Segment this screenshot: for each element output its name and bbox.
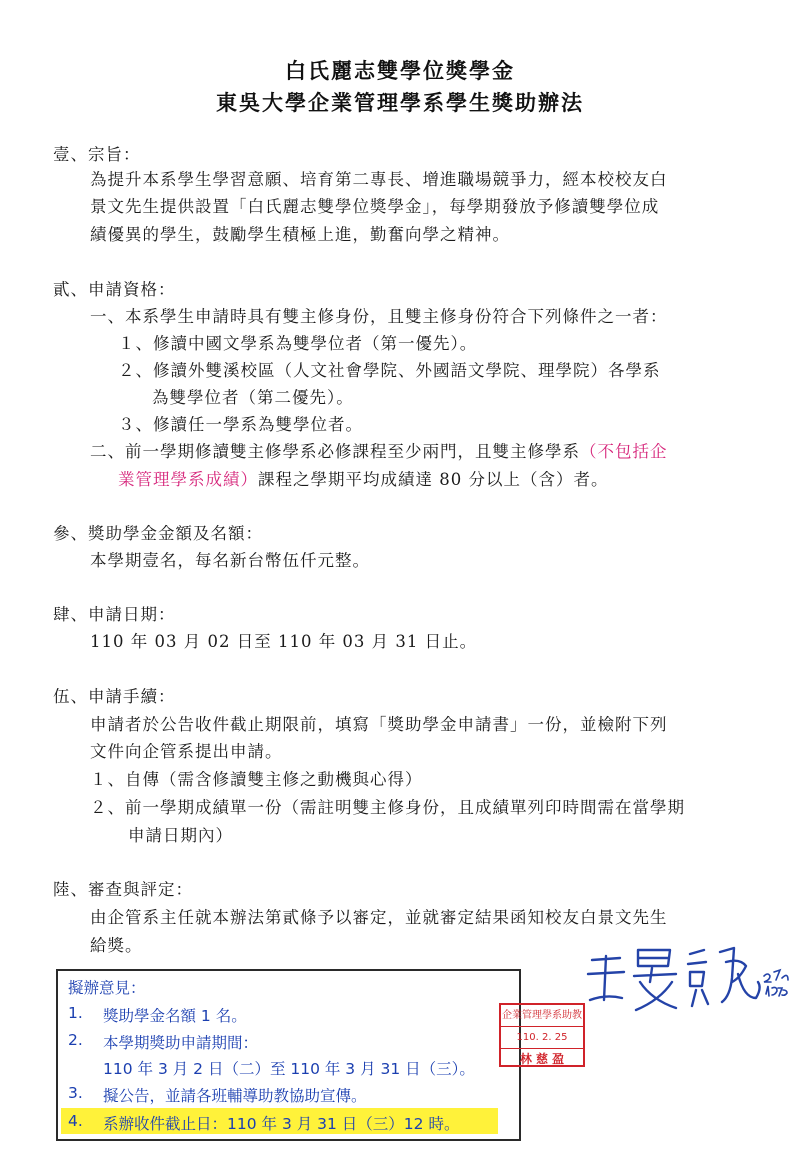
section-3-text: 本學期壹名，每名新台幣伍仟元整。 [90,551,370,570]
section-2-item: 一、本系學生申請時具有雙主修身份，且雙主修身份符合下列條件之一者： [90,307,668,326]
proposal-heading: 擬辦意見： [68,979,146,997]
section-1-text: 為提升本系學生學習意願、培育第二專長、增進職場競爭力，經本校校友白 [90,170,668,189]
section-5-heading: 伍、申請手續： [53,687,176,706]
highlight-text: （不包括企 [580,442,668,461]
section-1-text: 景文先生提供設置「白氏麗志雙學位獎學金」，每學期發放予修讀雙學位成 [90,197,660,216]
section-2-item-text: 課程之學期平均成績達 80 分以上（含）者。 [258,470,609,489]
section-6-text: 給獎。 [90,936,143,955]
proposal-number: 2. [68,1031,83,1049]
section-4-text: 110 年 03 月 02 日至 110 年 03 月 31 日止。 [90,632,478,651]
section-2-item-cont [118,466,609,490]
section-5-item: １、自傳（需含修讀雙主修之動機與心得） [90,770,423,789]
section-4-heading: 肆、申請日期： [53,605,176,624]
stamp-date: 110. 2. 25 [501,1027,583,1049]
section-2-item-text: 二、前一學期修讀雙主修學系必修課程至少兩門，且雙主修學系 [90,442,580,461]
section-2-heading: 貳、申請資格： [53,280,176,299]
section-2-subitem: ２、修讀外雙溪校區（人文社會學院、外國語文學院、理學院）各學系 [118,361,661,380]
section-6-heading: 陸、審查與評定： [53,880,193,899]
stamp-name: 林 慈 盈 [519,1052,565,1066]
section-2-subitem: 為雙學位者（第二優先）。 [152,388,354,407]
section-1-heading: 壹、宗旨： [53,145,141,164]
highlight-text: 業管理學系成績） [118,470,258,489]
document-title: 白氏麗志雙學位獎學金 [285,58,515,83]
handwritten-signature [580,938,790,1018]
proposal-number: 4. [68,1112,83,1130]
proposal-number: 1. [68,1004,83,1022]
proposal-item: 110 年 3 月 2 日（二）至 110 年 3 月 31 日（三）。 [103,1060,475,1078]
section-3-heading: 參、獎助學金金額及名額： [53,524,263,543]
proposal-item: 擬公告，並請各班輔導助教協助宣傳。 [103,1087,367,1105]
section-1-text: 績優異的學生，鼓勵學生積極上進，勤奮向學之精神。 [90,225,510,244]
stamp-line: 企業管理學系助教 [501,1005,583,1027]
section-2-item [90,438,668,462]
proposal-item: 獎助學金名額 1 名。 [103,1007,247,1025]
proposal-item: 本學期獎助申請期間： [103,1034,259,1052]
proposal-number: 3. [68,1084,83,1102]
section-2-subitem: ３、修讀任一學系為雙學位者。 [118,415,363,434]
approval-stamp [499,1003,585,1067]
section-6-text: 由企管系主任就本辦法第貳條予以審定，並就審定結果函知校友白景文先生 [90,908,668,927]
section-5-text: 文件向企管系提出申請。 [90,742,283,761]
section-5-text: 申請者於公告收件截止期限前，填寫「獎助學金申請書」一份，並檢附下列 [90,715,668,734]
section-5-item: ２、前一學期成績單一份（需註明雙主修身份，且成績單列印時間需在當學期 [90,798,685,817]
proposal-item: 系辦收件截止日：110 年 3 月 31 日（三）12 時。 [103,1115,460,1133]
section-2-subitem: １、修讀中國文學系為雙學位者（第一優先）。 [118,334,478,353]
section-5-item: 申請日期內） [128,826,233,845]
document-subtitle: 東吳大學企業管理學系學生獎助辦法 [216,90,584,115]
